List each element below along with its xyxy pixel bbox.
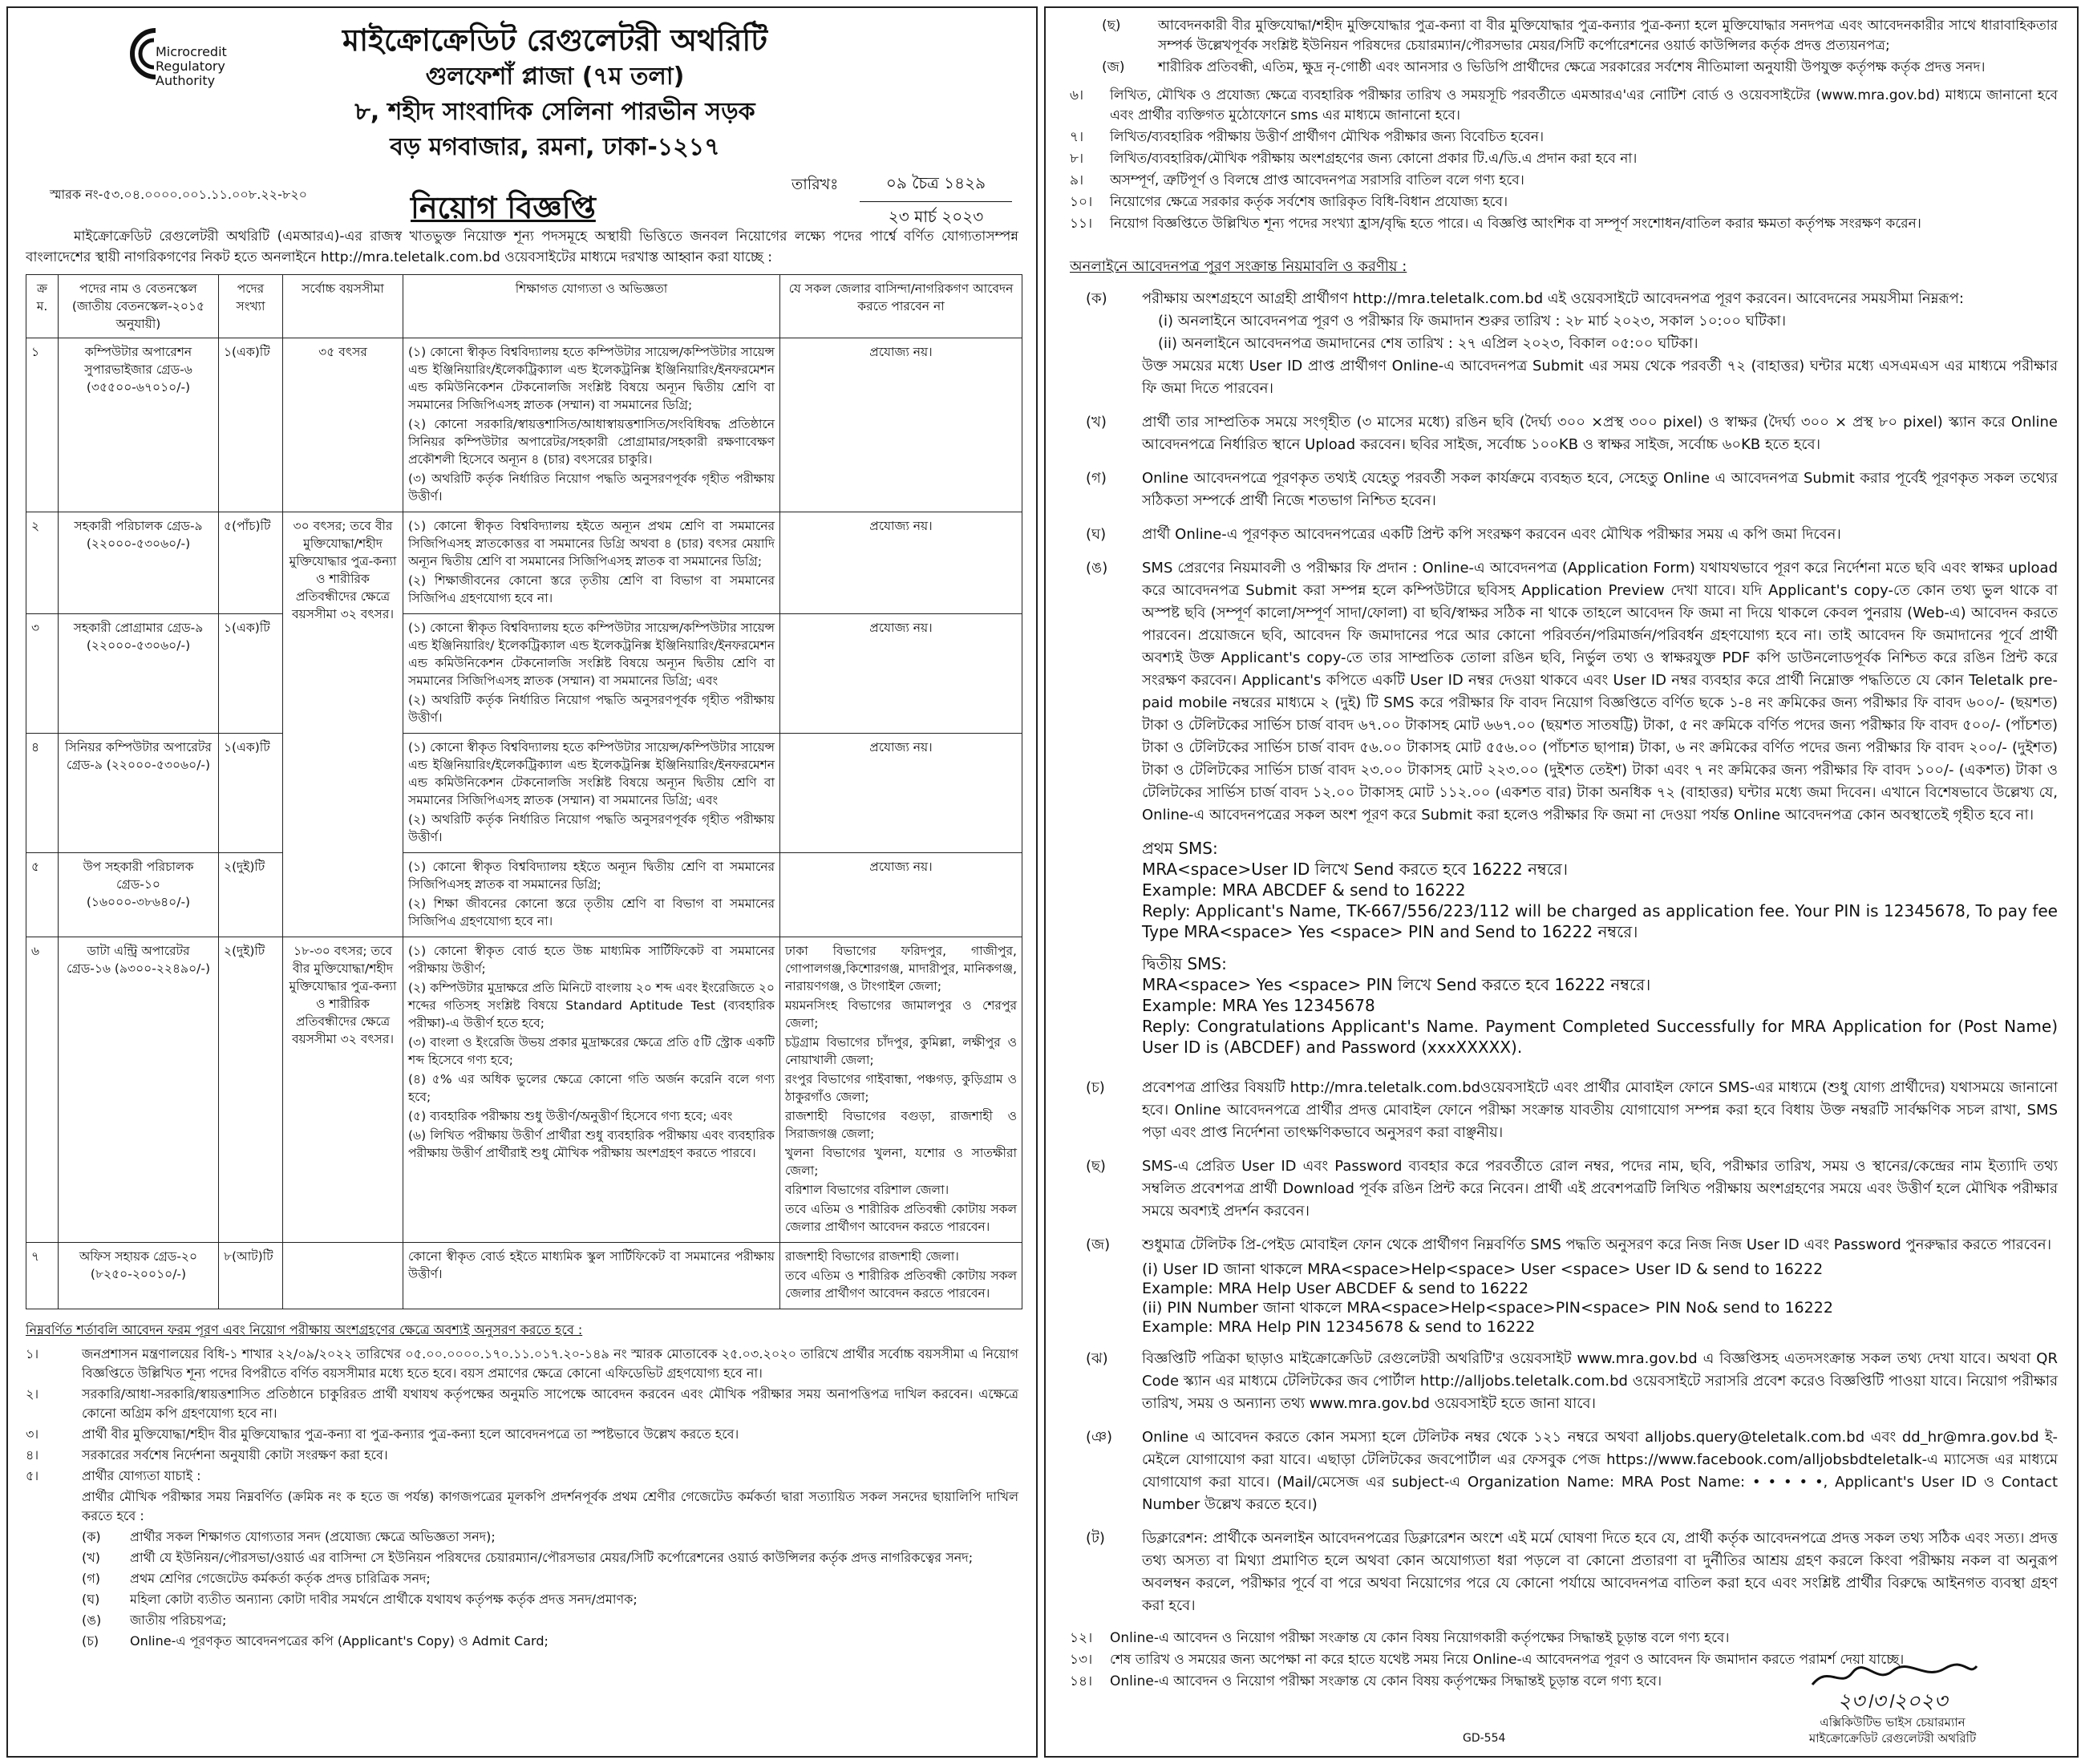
memo-number: স্মারক নং-৫৩.০৪.০০০০.০০১.১১.০০৮.২২-৮২০ — [50, 187, 308, 202]
right-page — [1044, 6, 2079, 1758]
list-item: (ঝ) বিজ্ঞপ্তিটি পত্রিকা ছাড়াও মাইক্রোক্রেডিট রেগুলেটরী অথরিটি'র ওয়েবসাইট www.mra.gov.bd এ বিজ্ঞপ্তিসহ এতদসংক্রান্ত সকল তথ্য দেখা যাবে। অথবা QR Code স্ক্যান এর মাধ্যমে টেলিটকের জব পোর্টাল http://alljobs.teletalk.com.bd ওয়েবসাইটে সরাসরি প্রবেশ করেও বিজ্ঞপ্তিটি পাওয়া যাবে। নিয়োগ পরীক্ষার তারিখ, সময় ও অন্যান্য তথ্য www.mra.gov.bd ওয়েবসাইট হতে জানা যাবে। — [1086, 1350, 2058, 1412]
left-page — [6, 6, 1038, 1758]
col-age: সর্বোচ্চ বয়সসীমা — [283, 275, 403, 338]
list-item: ৬। লিখিত, মৌখিক ও প্রযোজ্য ক্ষেত্রে ব্যবহারিক পরীক্ষার তারিখ ও সময়সূচি পরবর্তীতে এমআরএ'এর নোটিশ বোর্ড ও ওয়েবসাইটের (www.mra.gov.bd) মাধ্যমে জানানো হবে এবং প্রার্থীর ব্যক্তিগত মুঠোফোনে sms এর মাধ্যমে জানানো হবে। — [1070, 87, 2058, 123]
list-item: (ঘ) মহিলা কোটা ব্যতীত অন্যান্য কোটা দাবীর সমর্থনে প্রার্থীকে যথাযথ কর্তৃপক্ষ কর্তৃক প্রদত্ত সনদ/প্রমাণক; — [82, 1592, 638, 1607]
district-cell: ঢাকা বিভাগের ফরিদপুর, গাজীপুর, গোপালগঞ্জ,কিশোরগঞ্জ, মাদারীপুর, মানিকগঞ্জ, নারায়ণগঞ্জ, ও টাংগাইল জেলা; ময়মনসিংহ বিভাগের জামালপুর ও শেরপুর জেলা; চট্টগ্রাম বিভাগের চাঁদপুর, কুমিল্লা, লক্ষীপুর ও নোয়াখালী জেলা; রংপুর বিভাগের গাইবান্ধা, পঞ্চগড়, কুড়িগ্রাম ও ঠাকুরগাঁও জেলা; রাজশাহী বিভাগের বগুড়া, রাজশাহী ও সিরাজগঞ্জ জেলা; খুলনা বিভাগের খুলনা, যশোর ও সাতক্ষীরা জেলা; বরিশাল বিভাগের বরিশাল জেলা। তবে এতিম ও শারীরিক প্রতিবন্ধী কোটায় সকল জেলার প্রার্থীগণ আবেদন করতে পারবেন। — [780, 937, 1022, 1243]
intro-paragraph: মাইক্রোক্রেডিট রেগুলেটরী অথরিটি (এমআরএ)-এর রাজস্ব খাতভুক্ত নিয়োক্ত শূন্য পদসমূহে অস্থায়ী ভিত্তিতে জনবল নিয়োগের লক্ষ্যে পদের পার্শ্বে বর্ণিত যোগ্যতাসম্পন্ন বাংলাদেশের স্থায়ী নাগরিকগণের নিকট হতে অনলাইনে http://mra.teletalk.com.bd ওয়েবসাইটের মাধ্যমে দরখাস্ত আহ্বান করা যাচ্ছে : — [26, 229, 1018, 265]
list-item: (ক) পরীক্ষায় অংশগ্রহণে আগ্রহী প্রার্থীগণ http://mra.teletalk.com.bd এই ওয়েবসাইটে আবেদনপত্র পূরণ করবেন। আবেদনের সময়সীমা নিম্নরূপ: (i) অনলাইনে আবেদনপত্র পূরণ ও পরীক্ষার ফি জমাদান শুরুর তারিখ : ২৮ মার্চ ২০২৩, সকাল ১০:০০ ঘটিকা। (ii) অনলাইনে আবেদনপত্র জমাদানের শেষ তারিখ : ২৭ এপ্রিল ২০২৩, বিকাল ০৫:০০ ঘটিকা। উক্ত সময়ের মধ্যে User ID প্রাপ্ত প্রার্থীগণ Online-এ আবেদনপত্র Submit এর সময় থেকে পরবর্তী ৭২ (বাহাত্তর) ঘন্টার মধ্যে এসএমএস এর মাধ্যমে পরীক্ষার ফি জমা দিতে পারবেন। — [1086, 290, 2058, 397]
list-item: (জ) শুধুমাত্র টেলিটক প্রি-পেইড মোবাইল ফোন থেকে প্রার্থীগণ নিম্নবর্ণিত SMS পদ্ধতি অনুসরণ করে নিজ নিজ User ID এবং Password পুনরুদ্ধার করতে পারবেন। (i) User ID জানা থাকলে MRA<space>Help<space> User <space> User ID & send to 16222 Example: MRA Help User ABCDEF & send to 16222 (ii) PIN Number জানা থাকলে MRA<space>Help<space>PIN<space> PIN No& send to 16222 Example: MRA Help PIN 12345678 & send to 16222 — [1070, 1234, 2058, 1337]
conditions-section — [26, 1321, 1018, 1651]
list-item: (চ) প্রবেশপত্র প্রাপ্তির বিষয়টি http://mra.teletalk.com.bdওয়েবসাইটে এবং প্রার্থীর মোবাইল ফোনে SMS-এর মাধ্যমে (শুধু যোগ্য প্রার্থীদের) যথাসময়ে জানানো হবে। Online আবেদনপত্রে প্রার্থীর প্রদত্ত মোবাইল ফোনে পরীক্ষা সংক্রান্ত যাবতীয় যোগাযোগ সম্পন্ন করা হবে বিধায় উক্ত নম্বরটি সার্বক্ষণিক সচল রাখা, SMS পড়া এবং প্রাপ্ত নির্দেশনা তাৎক্ষণিকভাবে অনুসরণ করা বাঞ্ছনীয়। — [1086, 1079, 2058, 1141]
notice-title: নিয়োগ বিজ্ঞপ্তি — [411, 190, 596, 225]
online-section-title: অনলাইনে আবেদনপত্র পূরণ সংক্রান্ত নিয়মাবলি ও করণীয় : — [1070, 258, 1407, 275]
list-item: ২। সরকারি/আধা-সরকারি/স্বায়ত্তশাসিত প্রতিষ্ঠানে চাকুরিরত প্রার্থী যথাযথ কর্তৃপক্ষের অনুমতি সাপেক্ষে আবেদন করবেন এবং মৌখিক পরীক্ষার সময় অনাপত্তিপত্র দাখিল করবেন। এক্ষেত্রে কোনো অগ্রিম কপি গ্রহণযোগ্য হবে না। — [26, 1386, 1018, 1421]
list-item: ৩। প্রার্থী বীর মুক্তিযোদ্ধা/শহীদ বীর মুক্তিযোদ্ধার পুত্র-কন্যা বা পুত্র-কন্যার পুত্র-কন্যা হলে আবেদনপত্রে তা স্পষ্টভাবে উল্লেখ করতে হবে। — [26, 1426, 739, 1442]
address-line-1: গুলফেশাঁ প্লাজা (৭ম তলা) — [425, 63, 685, 91]
list-item: ১১। নিয়োগ বিজ্ঞপ্তিতে উল্লিখিত শূন্য পদের সংখ্যা হ্রাস/বৃদ্ধি হতে পারে। এ বিজ্ঞপ্তি আংশিক বা সম্পূর্ণ সংশোধন/বাতিল করার ক্ষমতা কর্তৃপক্ষ সংরক্ষণ করেন। — [1070, 216, 1921, 232]
list-item: (গ) Online আবেদনপত্রে পূরণকৃত তথ্যই যেহেতু পরবর্তী সকল কার্যক্রমে ব্যবহৃত হবে, সেহেতু Online এ আবেদনপত্র Submit করার পূর্বেই পূরণকৃত সকল তথ্যের সঠিকতা সম্পর্কে প্রার্থী নিজে শতভাগ নিশ্চিত হবেন। — [1086, 470, 2058, 509]
list-item: ১২। Online-এ আবেদন ও নিয়োগ পরীক্ষা সংক্রান্ত যে কোন বিষয় নিয়োগকারী কর্তৃপক্ষের সিদ্ধান্তই চূড়ান্ত বলে গণ্য হবে। — [1070, 1630, 1730, 1646]
col-serial: ক্র ম. — [26, 275, 59, 338]
list-item: (জ) শারীরিক প্রতিবন্ধী, এতিম, ক্ষুদ্র নৃ-গোষ্ঠী এবং আনসার ও ভিডিপি প্রার্থীদের ক্ষেত্রে সরকারের সর্বশেষ নীতিমালা অনুযায়ী উপযুক্ত কর্তৃপক্ষ কর্তৃক প্রদত্ত সনদ। — [1102, 59, 1986, 75]
conditions-title: নিম্নবর্ণিত শর্তাবলি আবেদন ফরম পূরণ এবং নিয়োগ পরীক্ষায় অংশগ্রহণের ক্ষেত্রে অবশ্যই অনুসরণ করতে হবে : — [26, 1322, 583, 1337]
table-row: ৫ উপ সহকারী পরিচালক গ্রেড-১০ (১৬০০০-৩৮৬৪০/-) ২(দুই)টি (১) কোনো স্বীকৃত বিশ্ববিদ্যালয় হইতে অন্যূন দ্বিতীয় শ্রেণি বা সমমানের সিজিপিএসহ স্নাতক বা সমমানের ডিগ্রি; (২) শিক্ষা জীবনের কোনো স্তরে তৃতীয় শ্রেণি বা বিভাগ বা সমমানের সিজিপিএ গ্রহণযোগ্য হবে না। প্রযোজ্য নয়। — [26, 853, 1022, 937]
table-row: ১ কম্পিউটার অপারেশন সুপারভাইজার গ্রেড-৬ (৩৫৫০০-৬৭০১০/-) ১(এক)টি ৩৫ বৎসর (১) কোনো স্বীকৃত বিশ্ববিদ্যালয় হতে কম্পিউটার সায়েন্স/কম্পিউটার সায়েন্স এন্ড ইঞ্জিনিয়ারিং/ইলেকট্রিক্যাল এন্ড ইলেকট্রনিক্স ইঞ্জিনিয়ারিং/ইনফরমেশন এন্ড কমিউনিকেশন টেকনোলজি সংশ্লিষ্ট বিষয়ে অন্যূন দ্বিতীয় শ্রেণি বা সমমানের সিজিপিএসহ স্নাতক (সম্মান) বা সমমানের ডিগ্রি; (২) কোনো সরকারি/স্বায়ত্তশাসিত/আধাস্বায়ত্তশাসিত/সংবিধিবদ্ধ প্রতিষ্ঠানে সিনিয়র কম্পিউটার অপারেটর/সহকারী প্রোগ্রামার/সহকারী রক্ষণাবেক্ষণ প্রকৌশলী হিসেবে অন্যূন ৪ (চার) বৎসরের চাকুরি। (৩) অথরিটি কর্তৃক নির্ধারিত নিয়োগ পদ্ধতি অনুসরণপূর্বক গৃহীত পরীক্ষায় উত্তীর্ণ। প্রযোজ্য নয়। — [26, 338, 1022, 512]
age-limit-shared: ৩০ বৎসর; তবে বীর মুক্তিযোদ্ধা/শহীদ মুক্তিযোদ্ধার পুত্র-কন্যা ও শারীরিক প্রতিবন্ধীদের ক্ষেত্রে বয়সসীমা ৩২ বৎসর। — [283, 512, 403, 937]
table-row: ৩ সহকারী প্রোগ্রামার গ্রেড-৯ (২২০০০-৫৩০৬০/-) ১(এক)টি (১) কোনো স্বীকৃত বিশ্ববিদ্যালয় হতে কম্পিউটার সায়েন্স/কম্পিউটার সায়েন্স এন্ড ইঞ্জিনিয়ারিং/ ইলেকট্রিক্যাল এন্ড ইলেকট্রনিক্স ইঞ্জিনিয়ারিং/ইনফরমেশন এন্ড কমিউনিকেশন টেকনোলজি সংশ্লিষ্ট বিষয়ে অন্যূন দ্বিতীয় শ্রেণি বা সমমানের সিজিপিএসহ স্নাতক (সম্মান) বা সমমানের ডিগ্রি; এবং (২) অথরিটি কর্তৃক নির্ধারিত নিয়োগ পদ্ধতি অনুসরণপূর্বক গৃহীত পরীক্ষায় উত্তীর্ণ। প্রযোজ্য নয়। — [26, 614, 1022, 734]
col-post: পদের নাম ও বেতনস্কেল (জাতীয় বেতনস্কেল-২০১৫ অনুযায়ী) — [59, 275, 219, 338]
letterhead — [26, 16, 1018, 226]
address-line-3: বড় মগবাজার, রমনা, ঢাকা-১২১৭ — [390, 133, 720, 161]
date-label: তারিখঃ — [791, 176, 839, 193]
list-item: ১৩। শেষ তারিখ ও সময়ের জন্য অপেক্ষা না করে হাতে যথেষ্ট সময় নিয়ে Online-এ আবেদনপত্র পূরণ ও আবেদন ফি জমাদান করতে পরামর্শ দেয়া যাচ্ছে। — [1070, 1652, 1905, 1668]
list-item: ৮। লিখিত/ব্যবহারিক/মৌখিক পরীক্ষায় অংশগ্রহণের জন্য কোনো প্রকার টি.এ/ডি.এ প্রদান করা হবে না। — [1070, 151, 1638, 167]
list-item: (ছ) SMS-এ প্রেরিত User ID এবং Password ব্যবহার করে পরবর্তীতে রোল নম্বর, পদের নাম, ছবি, পরীক্ষার তারিখ, সময় ও স্থানের/কেন্দ্রের নাম ইত্যাদি তথ্য সম্বলিত প্রবেশপত্র প্রার্থী Download পূর্বক রঙিন প্রিন্ট করে নিবেন। প্রার্থী এই প্রবেশপত্রটি লিখিত পরীক্ষায় অংশগ্রহণের সময়ে এবং উত্তীর্ণ হলে মৌখিক পরীক্ষার সময়ে অবশ্যই প্রদর্শন করবেন। — [1086, 1158, 2058, 1220]
list-item: ১৪। Online-এ আবেদন ও নিয়োগ পরীক্ষা সংক্রান্ত যে কোন বিষয় কর্তৃপক্ষের সিদ্ধান্তই চূড়ান্ত বলে গণ্য হবে। — [1070, 1673, 1662, 1689]
qualification-cell: (১) কোনো স্বীকৃত বিশ্ববিদ্যালয় হতে কম্পিউটার সায়েন্স/কম্পিউটার সায়েন্স এন্ড ইঞ্জিনিয়ারিং/ইলেকট্রিক্যাল এন্ড ইলেকট্রনিক্স ইঞ্জিনিয়ারিং/ইনফরমেশন এন্ড কমিউনিকেশন টেকনোলজি সংশ্লিষ্ট বিষয়ে অন্যূন দ্বিতীয় শ্রেণি বা সমমানের সিজিপিএসহ স্নাতক (সম্মান) বা সমমানের ডিগ্রি; (২) কোনো সরকারি/স্বায়ত্তশাসিত/আধাস্বায়ত্তশাসিত/সংবিধিবদ্ধ প্রতিষ্ঠানে সিনিয়র কম্পিউটার অপারেটর/সহকারী প্রোগ্রামার/সহকারী রক্ষণাবেক্ষণ প্রকৌশলী হিসেবে অন্যূন ৪ (চার) বৎসরের চাকুরি। (৩) অথরিটি কর্তৃক নির্ধারিত নিয়োগ পদ্ধতি অনুসরণপূর্বক গৃহীত পরীক্ষায় উত্তীর্ণ। — [403, 338, 780, 512]
table-row: ৪ সিনিয়র কম্পিউটার অপারেটর গ্রেড-৯ (২২০০০-৫৩০৬০/-) ১(এক)টি (১) কোনো স্বীকৃত বিশ্ববিদ্যালয় হতে কম্পিউটার সায়েন্স/কম্পিউটার সায়েন্স এন্ড ইঞ্জিনিয়ারিং/ইলেকট্রিক্যাল এন্ড ইলেকট্রনিক্স ইঞ্জিনিয়ারিং/ইনফরমেশন এন্ড কমিউনিকেশন টেকনোলজি সংশ্লিষ্ট বিষয়ে অন্যূন দ্বিতীয় শ্রেণি বা সমমানের সিজিপিএসহ স্নাতক (সম্মান) বা সমমানের ডিগ্রি; এবং (২) অথরিটি কর্তৃক নির্ধারিত নিয়োগ পদ্ধতি অনুসরণপূর্বক গৃহীত পরীক্ষায় উত্তীর্ণ। প্রযোজ্য নয়। — [26, 734, 1022, 853]
signature-date: ২৩।৩।২০২৩ — [1837, 1689, 1948, 1713]
table-row: ২ সহকারী পরিচালক গ্রেড-৯ (২২০০০-৫৩০৬০/-) ৫(পাঁচ)টি ৩০ বৎসর; তবে বীর মুক্তিযোদ্ধা/শহীদ মুক্তিযোদ্ধার পুত্র-কন্যা ও শারীরিক প্রতিবন্ধীদের ক্ষেত্রে বয়সসীমা ৩২ বৎসর। (১) কোনো স্বীকৃত বিশ্ববিদ্যালয় হইতে অন্যূন প্রথম শ্রেণি বা সমমানের সিজিপিএসহ স্নাতকোত্তর বা সমমানের ডিগ্রি অথবা ৪ (চার) বৎসর মেয়াদি অন্যূন দ্বিতীয় শ্রেণি বা সমমানের সিজিপিএসহ স্নাতক বা সমমানের ডিগ্রি; (২) শিক্ষাজীবনের কোনো স্তরে তৃতীয় শ্রেণি বা বিভাগ বা সমমানের সিজিপিএ গ্রহণযোগ্য হবে না। প্রযোজ্য নয়। — [26, 512, 1022, 614]
list-item: (ঘ) প্রার্থী Online-এ পূরণকৃত আবেদনপত্রের একটি প্রিন্ট কপি সংরক্ষণ করবেন এবং মৌখিক পরীক্ষার সময় এ কপি জমা দিবেন। — [1086, 526, 1841, 543]
list-item: ৫। প্রার্থীর যোগ্যতা যাচাই : — [26, 1468, 201, 1483]
org-name: মাইক্রোক্রেডিট রেগুলেটরী অথরিটি — [342, 22, 767, 58]
logo-text: Microcredit Regulatory Authority — [156, 44, 227, 88]
list-item: (ঙ) SMS প্রেরণের নিয়মাবলী ও পরীক্ষার ফি প্রদান : Online-এ আবেদনপত্র (Application Form) যথাযথভাবে পূরণ করে নির্দেশনা মতে ছবি এবং স্বাক্ষর upload করে আবেদনপত্র Submit করা সম্পন্ন হলে কম্পিউটারে ছবিসহ Application Preview দেখা যাবে। যদি Applicant's copy-তে কোন তথ্য ভুল থাকে বা অস্পষ্ট ছবি (সম্পূর্ণ কালো/সম্পূর্ণ সাদা/ফোলা) বা ছবি/স্বাক্ষর সঠিক না থাকে তাহলে আবেদন ফি জমা না দিয়ে থাকলে কেবল পুনরায় (Web-এ) আবেদন করতে পারবেন। প্রয়োজনে ছবি, আবেদন ফি জমাদানের পরে আর কোনো পরিবর্তন/পরিমার্জন/পরিবর্ধন গ্রহণযোগ্য হবে না। তাই আবেদন ফি জমাদানের পূর্বে প্রার্থী অবশ্যই উক্ত Applicant's copy-তে তার সাম্প্রতিক তোলা রঙিন ছবি, নির্ভুল তথ্য ও স্বাক্ষরযুক্ত PDF কপি ডাউনলোডপূর্বক নিশ্চিত করে রঙিন প্রিন্ট করে সংরক্ষণ করবেন। Applicant's কপিতে একটি User ID নম্বর দেওয়া থাকবে এবং User ID নম্বর ব্যবহার করে প্রার্থী নিম্নোক্ত পদ্ধতিতে যে কোন Teletalk pre-paid mobile নম্বরের মাধ্যমে ২ (দুই) টি SMS করে পরীক্ষার ফি বাবদ নিয়োগ বিজ্ঞপ্তিতে বর্ণিত ছকে ১-৪ নং ক্রমিকের জন্য পরীক্ষার ফি বাবদ ৬০০/- (ছয়শত) টাকা ও টেলিটকের সার্ভিস চার্জ বাবদ ৬৭.০০ টাকাসহ মোট ৬৬৭.০০ (ছয়শত সাতষট্টি) টাকা, ৫ নং ক্রমিকে বর্ণিত পদের জন্য পরীক্ষার ফি বাবদ ৫০০/- (পাঁচশত) টাকা ও টেলিটকের সার্ভিস চার্জ বাবদ ৫৬.০০ টাকাসহ মোট ৫৫৬.০০ (পাঁচশত ছাপান্ন) টাকা, ৬ নং ক্রমিকের বর্ণিত পদের জন্য পরীক্ষার ফি বাবদ ২০০/- (দুইশত) টাকা ও টেলিটকের সার্ভিস চার্জ বাবদ ২৩.০০ টাকাসহ মোট ২২৩.০০ (দুইশত তেইশ) টাকা এবং ৭ নং ক্রমিকের জন্য পরীক্ষার ফি বাবদ ১০০/- (একশত) টাকা ও টেলিটকের সার্ভিস চার্জ বাবদ ১২.০০ টাকাসহ মোট ১১২.০০ (একশত বার) টাকা অনধিক ৭২ (বাহাত্তর) ঘন্টার মধ্যে জমা দিবেন। এখানে বিশেষভাবে উল্লেখ্য যে, Online-এ আবেদনপত্রের সকল অংশ পূরণ করে Submit করা হলেও পরীক্ষার ফি জমা না দেওয়া পর্যন্ত Online আবেদনপত্র কোন অবস্থাতেই গৃহীত হবে না। প্রথম SMS: MRA<space>User ID লিখে Send করতে হবে 16222 নম্বরে। Example: MRA ABCDEF & send to 16222 Reply: Applicant's Name, TK-667/556/223/112 will be charged as application fee. Your PIN is 12345678, To pay fee Type MRA<space> Yes <space> PIN and Send to 16222 নম্বরে। দ্বিতীয় SMS: MRA<space> Yes <space> PIN লিখে Send করতে হবে 16222 নম্বরে। Example: MRA Yes 12345678 Reply: Congratulations Applicant's Name. Payment Completed Successfully for MRA Application for (Post Name) User ID is (ABCDEF) and Password (xxxXXXXX). — [1086, 560, 2058, 1057]
date-block — [860, 168, 1012, 235]
date-bangla: ০৯ চৈত্র ১৪২৯ — [860, 168, 1012, 202]
list-item: (চ) Online-এ পূরণকৃত আবেদনপত্রের কপি (Applicant's Copy) ও Admit Card; — [82, 1633, 549, 1649]
list-item: (ছ) আবেদনকারী বীর মুক্তিযোদ্ধা/শহীদ মুক্তিযোদ্ধার পুত্র-কন্যা বা বীর মুক্তিযোদ্ধার পুত্র-কন্যার পুত্র-কন্যা হলে মুক্তিযোদ্ধার সনদপত্র এবং আবেদনকারীর সাথে ধারাবাহিকতার সম্পর্ক উল্লেখপূর্বক সংশ্লিষ্ট ইউনিয়ন পরিষদের চেয়ারম্যান/পৌরসভার মেয়র/সিটি কর্পোরেশনের ওয়ার্ড কাউন্সিলর কর্তৃক প্রদত্ত প্রত্যয়নপত্র; — [1102, 18, 2058, 54]
organization-block — [330, 21, 779, 165]
signatory-title: এক্সিকিউটিভ ভাইস চেয়ারম্যান — [1820, 1715, 1966, 1730]
list-item: (ট) ডিক্লারেশন: প্রার্থীকে অনলাইন আবেদনপত্রের ডিক্লারেশন অংশে এই মর্মে ঘোষণা দিতে হবে যে, প্রার্থী কর্তৃক আবেদনপত্রে প্রদত্ত সকল তথ্য সঠিক এবং সত্য। প্রদত্ত তথ্য অসত্য বা মিথ্যা প্রমাণিত হলে অথবা কোন অযোগ্যতা ধরা পড়লে বা কোনো প্রতারণা বা দুর্নীতির আশ্রয় গ্রহণ করলে কিংবা পরীক্ষায় নকল বা অনুরূপ অবলম্বন করলে, পরীক্ষার পূর্বে বা পরে অথবা নিয়োগের পরে যে কোনো পর্যায়ে আবেদনপত্র বাতিল করা হবে এবং সংশ্লিষ্ট প্রার্থীর বিরুদ্ধে আইনগত ব্যবস্থা গ্রহণ করা হবে। — [1086, 1530, 2058, 1614]
address-line-2: ৮, শহীদ সাংবাদিক সেলিনা পারভীন সড়ক — [354, 98, 755, 126]
list-item: ১০। নিয়োগের ক্ষেত্রে সরকার কর্তৃক সর্বশেষ জারিকৃত বিধি-বিধান প্রযোজ্য হবে। — [1070, 194, 1508, 210]
second-sms-block: দ্বিতীয় SMS: MRA<space> Yes <space> PIN লিখে Send করতে হবে 16222 নম্বরে। Example: MRA Yes 12345678 Reply: Congratulations Applicant's Name. Payment Completed Successfully for MRA Application for (Post Name) User ID is (ABCDEF) and Password (xxxXXXXX). — [1142, 954, 2058, 1057]
table-row: ৬ ডাটা এন্ট্রি অপারেটর গ্রেড-১৬ (৯৩০০-২২৪৯০/-) ২(দুই)টি ১৮-৩০ বৎসর; তবে বীর মুক্তিযোদ্ধা/শহীদ মুক্তিযোদ্ধার পুত্র-কন্যা ও শারীরিক প্রতিবন্ধীদের ক্ষেত্রে বয়সসীমা ৩২ বৎসর। (১) কোনো স্বীকৃত বোর্ড হতে উচ্চ মাধ্যমিক সার্টিফিকেট বা সমমানের পরীক্ষায় উত্তীর্ণ; (২) কম্পিউটার মুদ্রাক্ষরে প্রতি মিনিটে বাংলায় ২০ শব্দ এবং ইংরেজিতে ২০ শব্দের গতিসহ সংশ্লিষ্ট বিষয়ে Standard Aptitude Test (ব্যবহারিক পরীক্ষা)-এ উত্তীর্ণ হতে হবে; (৩) বাংলা ও ইংরেজি উভয় প্রকার মুদ্রাক্ষরের ক্ষেত্রে প্রতি ৫টি স্ট্রোক একটি শব্দ হিসেবে গণ্য হবে; (৪) ৫% এর অধিক ভুলের ক্ষেত্রে কোনো গতি অর্জন করেনি বলে গণ্য হবে; (৫) ব্যবহারিক পরীক্ষায় শুধু উত্তীর্ণ/অনুত্তীর্ণ হিসেবে গণ্য হবে; এবং (৬) লিখিত পরীক্ষায় উত্তীর্ণ প্রার্থীরা শুধু ব্যবহারিক পরীক্ষায় এবং ব্যবহারিক পরীক্ষায় উত্তীর্ণ প্রার্থীরাই শুধু মৌখিক পরীক্ষায় অংশগ্রহণ করতে পারবে। ঢাকা বিভাগের ফরিদপুর, গাজীপুর, গোপালগঞ্জ,কিশোরগঞ্জ, মাদারীপুর, মানিকগঞ্জ, নারায়ণগঞ্জ, ও টাংগাইল জেলা; ময়মনসিংহ বিভাগের জামালপুর ও শেরপুর জেলা; চট্টগ্রাম বিভাগের চাঁদপুর, কুমিল্লা, লক্ষীপুর ও নোয়াখালী জেলা; রংপুর বিভাগের গাইবান্ধা, পঞ্চগড়, কুড়িগ্রাম ও ঠাকুরগাঁও জেলা; রাজশাহী বিভাগের বগুড়া, রাজশাহী ও সিরাজগঞ্জ জেলা; খুলনা বিভাগের খুলনা, যশোর ও সাতক্ষীরা জেলা; বরিশাল বিভাগের বরিশাল জেলা। তবে এতিম ও শারীরিক প্রতিবন্ধী কোটায় সকল জেলার প্রার্থীগণ আবেদন করতে পারবেন। — [26, 937, 1022, 1243]
list-item: ৯। অসম্পূর্ণ, ত্রুটিপূর্ণ ও বিলম্বে প্রাপ্ত আবেদনপত্র সরাসরি বাতিল বলে গণ্য হবে। — [1070, 172, 1524, 188]
gd-number: GD-554 — [1463, 1732, 1506, 1745]
table-header-row — [26, 275, 1022, 338]
col-qualification: শিক্ষাগত যোগ্যতা ও অভিজ্ঞতা — [403, 275, 780, 338]
first-sms-block: প্রথম SMS: MRA<space>User ID লিখে Send করতে হবে 16222 নম্বরে। Example: MRA ABCDEF & send to 16222 Reply: Applicant's Name, TK-667/556/223/112 will be charged as application fee. Your PIN is 12345678, To pay fee Type MRA<space> Yes <space> PIN and Send to 16222 নম্বরে। — [1142, 839, 2058, 941]
job-table — [26, 274, 1022, 1309]
signatory-org: মাইক্রোক্রেডিট রেগুলেটরী অথরিটি — [1808, 1731, 1977, 1746]
table-row: ৭ অফিস সহায়ক গ্রেড-২০ (৮২৫০-২০০১০/-) ৮(আট)টি কোনো স্বীকৃত বোর্ড হইতে মাধ্যমিক স্কুল সার্টিফিকেট বা সমমানের পরীক্ষায় উত্তীর্ণ। রাজশাহী বিভাগের রাজশাহী জেলা। তবে এতিম ও শারীরিক প্রতিবন্ধী কোটায় সকল জেলার প্রার্থীগণ আবেদন করতে পারবেন। — [26, 1243, 1022, 1309]
signature-block — [1764, 1657, 2021, 1746]
date-english: ২৩ মার্চ ২০২৩ — [888, 207, 984, 226]
list-item: ৪। সরকারের সর্বশেষ নির্দেশনা অনুযায়ী কোটা সংরক্ষণ করা হবে। — [26, 1447, 388, 1463]
list-item: (ঞ) Online এ আবেদন করতে কোন সমস্যা হলে টেলিটক নম্বর থেকে ১২১ নম্বরে অথবা alljobs.query@teletalk.com.bd এবং dd_hr@mra.gov.bd ই-মেইলে যোগাযোগ করা যাবে। এছাড়া টেলিটকের জবপোর্টাল এর ফেসবুক পেজ https://www.facebook.com/alljobsbdteletalk-এ ম্যাসেজ এর মাধ্যমে যোগাযোগ করা যাবে। (Mail/মেসেজ এর subject-এ Organization Name: MRA Post Name: • • • • •, Applicant's User ID ও Contact Number উল্লেখ করতে হবে।) — [1086, 1429, 2058, 1513]
list-item: (খ) প্রার্থী তার সাম্প্রতিক সময়ে সংগৃহীত (৩ মাসের মধ্যে) রঙিন ছবি (দৈর্ঘ্য ৩০০ ×প্রস্থ ৩০০ pixel) ও স্বাক্ষর (দৈর্ঘ্য ৩০০ × প্রস্থ ৮০ pixel) স্ক্যান করে Online আবেদনপত্রে নির্ধারিত স্থানে Upload করবেন। ছবির সাইজ, সর্বোচ্চ ১০০KB ও স্বাক্ষর সাইজ, সর্বোচ্চ ৬০KB হতে হবে। — [1086, 414, 2058, 453]
list-item: ৭। লিখিত/ব্যবহারিক পরীক্ষায় উত্তীর্ণ প্রার্থীগণ মৌখিক পরীক্ষার জন্য বিবেচিত হবেন। — [1070, 129, 1545, 145]
list-item: প্রার্থীর মৌখিক পরীক্ষার সময় নিম্নবর্ণিত (ক্রমিক নং ক হতে জ পর্যন্ত) কাগজপত্রের মূলকপি প্রদর্শনপূর্বক প্রথম শ্রেণীর গেজেটেড কর্মকর্তা দ্বারা সত্যায়িত সকল সনদের ছায়ালিপি দাখিল করতে হবে : — [82, 1489, 1018, 1523]
list-item: (ঙ) জাতীয় পরিচয়পত্র; — [82, 1612, 227, 1628]
list-item: (খ) প্রার্থী যে ইউনিয়ন/পৌরসভা/ওয়ার্ড এর বাসিন্দা সে ইউনিয়ন পরিষদের চেয়ারম্যান/পৌরসভার মেয়র/সিটি কর্পোরেশনের ওয়ার্ড কাউন্সিলর কর্তৃক প্রদত্ত নাগরিকত্বের সনদ; — [82, 1550, 974, 1565]
list-item: (গ) প্রথম শ্রেণির গেজেটেড কর্মকর্তা কর্তৃক প্রদত্ত চারিত্রিক সনদ; — [82, 1571, 431, 1586]
col-count: পদের সংখ্যা — [219, 275, 283, 338]
password-recovery-block: (i) User ID জানা থাকলে MRA<space>Help<space> User <space> User ID & send to 16222 Example: MRA Help User ABCDEF & send to 16222 (ii) PIN Number জানা থাকলে MRA<space>Help<space>PIN<space> PIN No& send to 16222 Example: MRA Help PIN 12345678 & send to 16222 — [1142, 1260, 1833, 1336]
list-item: (ক) প্রার্থীর সকল শিক্ষাগত যোগ্যতার সনদ (প্রযোজ্য ক্ষেত্রে অভিজ্ঞতা সনদ); — [82, 1529, 496, 1544]
list-item: ১। জনপ্রশাসন মন্ত্রণালয়ের বিধি-১ শাখার ২২/০৯/২০২২ তারিখের ০৫.০০.০০০০.১৭০.১১.০১৭.২০-১৪৯ নং স্মারক মোতাবেক ২৫.০৩.২০২০ তারিখে প্রার্থীর সর্বোচ্চ বয়সসীমা এ নিয়োগ বিজ্ঞপ্তিতে উল্লিখিত শূন্য পদের বিপরীতে বর্ণিত বয়সসীমার মধ্যে হতে হবে। বয়স প্রমাণের ক্ষেত্রে কোনো এফিডেভিট গ্রহণযোগ্য হবে না। — [26, 1346, 1018, 1381]
col-district: যে সকল জেলার বাসিন্দা/নাগরিকগণ আবেদন করতে পারবেন না — [780, 275, 1022, 338]
